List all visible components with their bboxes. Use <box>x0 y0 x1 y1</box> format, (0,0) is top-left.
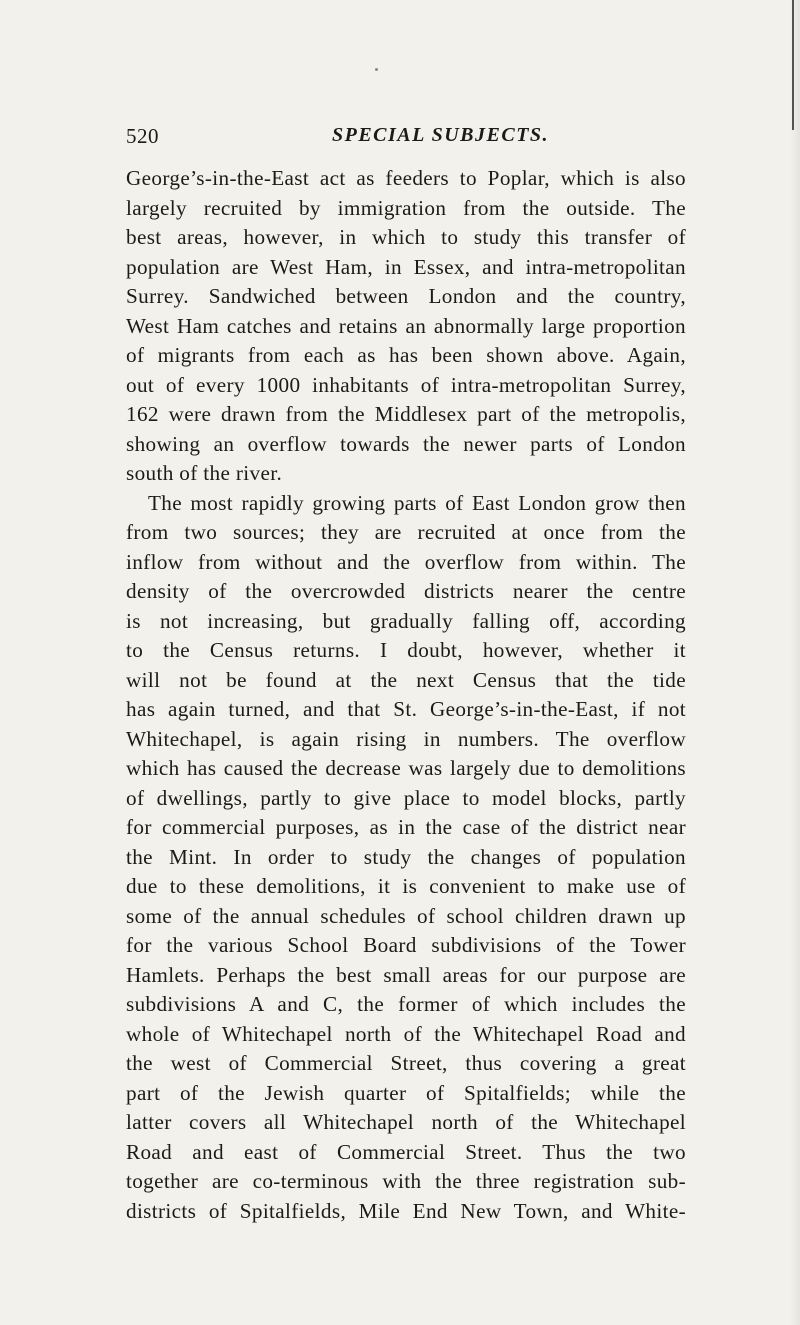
text-line: The most rapidly growing parts of East London grow then <box>148 490 686 515</box>
text-line: whole of Whitechapel north of the Whitechapel Road and <box>126 1021 686 1046</box>
text-line: out of every 1000 inhabitants of intra-metropolitan Surrey, <box>126 372 686 397</box>
text-line: Hamlets. Perhaps the best small areas for our purpose are <box>126 962 686 987</box>
text-line: for commercial purposes, as in the case of the district near <box>126 815 686 839</box>
text-line: some of the annual schedules of school children drawn up <box>126 903 686 928</box>
text-line: of dwellings, partly to give place to model blocks, partly <box>126 785 686 810</box>
page-edge-shadow <box>790 0 800 1325</box>
text-line: subdivisions A and C, the former of which includes the <box>126 992 686 1016</box>
text-line: will not be found at the next Census that the tide <box>126 667 686 692</box>
text-line: the west of Commercial Street, thus covering a great <box>126 1051 686 1075</box>
text-line: to the Census returns. I doubt, however, whether it <box>126 638 686 662</box>
text-line: of migrants from each as has been shown above. Again, <box>126 343 686 367</box>
text-line: Whitechapel, is again rising in numbers. The overflow <box>126 726 686 751</box>
text-line: south of the river. <box>126 461 283 485</box>
text-line: Road and east of Commercial Street. Thus the two <box>126 1139 686 1164</box>
text-line: part of the Jewish quarter of Spitalfields; while the <box>126 1080 686 1105</box>
page-number: 520 <box>126 124 159 148</box>
paper-speck <box>375 68 378 71</box>
text-line: inflow from without and the overflow from within. The <box>126 549 686 574</box>
text-line: which has caused the decrease was largely due to demolitions <box>126 756 686 780</box>
text-line: 162 were drawn from the Middlesex part of the metropolis, <box>126 402 686 426</box>
text-line: has again turned, and that St. George’s-in-the-East, if not <box>126 697 686 721</box>
text-line: from two sources; they are recruited at once from the <box>126 520 686 544</box>
text-line: due to these demolitions, it is convenient to make use of <box>126 874 686 898</box>
running-title: SPECIAL SUBJECTS. <box>332 124 550 146</box>
running-head <box>126 124 686 154</box>
text-line: Surrey. Sandwiched between London and the country, <box>126 284 686 308</box>
text-line: density of the overcrowded districts nearer the centre <box>126 579 686 603</box>
text-line: is not increasing, but gradually falling off, according <box>126 608 686 633</box>
text-line: for the various School Board subdivisions of the Tower <box>126 933 686 957</box>
body-text <box>126 164 686 1226</box>
text-line: George’s-in-the-East act as feeders to Poplar, which is also <box>126 166 686 190</box>
text-line: population are West Ham, in Essex, and intra-metropolitan <box>126 254 686 279</box>
text-line: together are co-terminous with the three registration sub- <box>126 1169 686 1193</box>
text-line: largely recruited by immigration from the outside. The <box>126 195 686 220</box>
text-line: best areas, however, in which to study this transfer of <box>126 225 686 249</box>
text-line: showing an overflow towards the newer parts of London <box>126 431 686 456</box>
page-edge-line <box>792 0 794 130</box>
text-line: West Ham catches and retains an abnormally large proportion <box>126 313 686 338</box>
text-line: latter covers all Whitechapel north of the Whitechapel <box>126 1110 686 1134</box>
text-line: the Mint. In order to study the changes of population <box>126 844 686 869</box>
text-line: districts of Spitalfields, Mile End New Town, and White- <box>126 1198 686 1223</box>
